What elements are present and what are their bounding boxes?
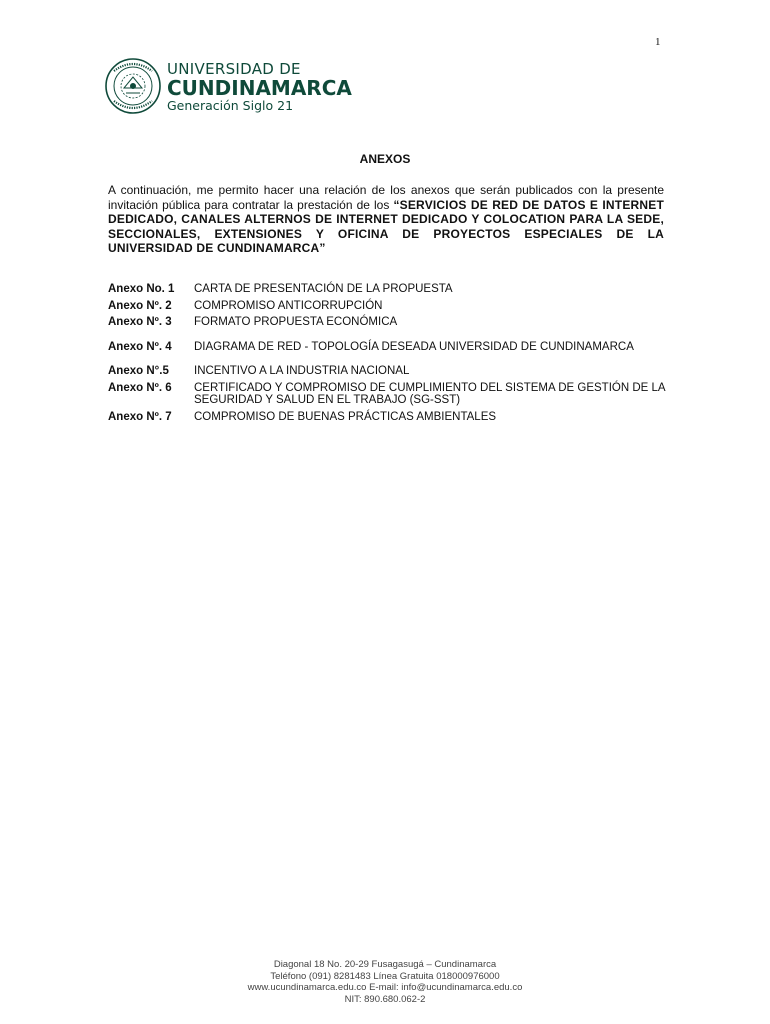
intro-paragraph: [108, 183, 664, 256]
annex-description: DIAGRAMA DE RED - TOPOLOGÍA DESEADA UNIVERSIDAD DE CUNDINAMARCA: [194, 340, 634, 353]
annex-row: [108, 365, 718, 378]
page-footer: [0, 959, 770, 1005]
logo-wordmark: [167, 61, 352, 113]
footer-nit: NIT: 890.680.062-2: [344, 993, 426, 1005]
university-logo: [104, 55, 364, 119]
logo-line-universidad: UNIVERSIDAD DE: [167, 60, 301, 78]
annex-description: FORMATO PROPUESTA ECONÓMICA: [194, 316, 398, 328]
document-title: ANEXOS: [359, 152, 411, 166]
annex-list: [108, 283, 718, 423]
annex-label: Anexo Nº. 2: [108, 299, 172, 312]
footer-web-email: www.ucundinamarca.edu.co E-mail: info@ucundinamarca.edu.co: [247, 982, 523, 993]
annex-description: INCENTIVO A LA INDUSTRIA NACIONAL: [194, 365, 410, 377]
annex-label: Anexo Nº. 4: [108, 340, 172, 353]
annex-description: COMPROMISO ANTICORRUPCIÓN: [194, 299, 383, 312]
annex-label: Anexo N°.5: [108, 365, 169, 377]
logo-line-tagline: Generación Siglo 21: [167, 98, 294, 113]
annex-description: CARTA DE PRESENTACIÓN DE LA PROPUESTA: [194, 283, 453, 295]
annex-description: CERTIFICADO Y COMPROMISO DE CUMPLIMIENTO DEL SISTEMA DE GESTIÓN DE LA SEGURIDAD Y SALUD EN EL TRABAJO (SG-SST): [194, 381, 665, 406]
footer-address: Diagonal 18 No. 20-29 Fusagasugá – Cundinamarca: [273, 959, 497, 970]
annex-row: [108, 411, 718, 424]
page-number: 1: [655, 36, 661, 48]
annex-row: [108, 300, 718, 313]
annex-label: Anexo Nº. 6: [108, 381, 172, 394]
annex-row: [108, 283, 718, 296]
intro-service-name: “SERVICIOS DE RED DE DATOS E INTERNET DEDICADO, CANALES ALTERNOS DE INTERNET DEDICADO Y COLOCATION PARA LA SEDE, SECCIONALES, EXTENSIONES Y OFICINA DE PROYECTOS ESPECIALES DE LA UNIVERSIDAD DE CUNDINAMARCA”: [108, 197, 664, 255]
intro-text: A continuación, me permito hacer una relación de los anexos que serán publicados con la presente invitación pública para contratar la prestación de los: [108, 183, 664, 212]
annex-label: Anexo Nº. 3: [108, 316, 172, 328]
logo-line-cundinamarca: CUNDINAMARCA: [167, 76, 352, 100]
annex-row: [108, 341, 718, 354]
footer-phone: Teléfono (091) 8281483 Línea Gratuita 018000976000: [270, 970, 500, 982]
university-seal-icon: [104, 55, 162, 117]
annex-label: Anexo Nº. 7: [108, 410, 172, 423]
annex-row: [108, 382, 718, 407]
annex-description: COMPROMISO DE BUENAS PRÁCTICAS AMBIENTALES: [194, 410, 497, 423]
annex-row: [108, 316, 718, 329]
annex-label: Anexo No. 1: [108, 283, 175, 295]
